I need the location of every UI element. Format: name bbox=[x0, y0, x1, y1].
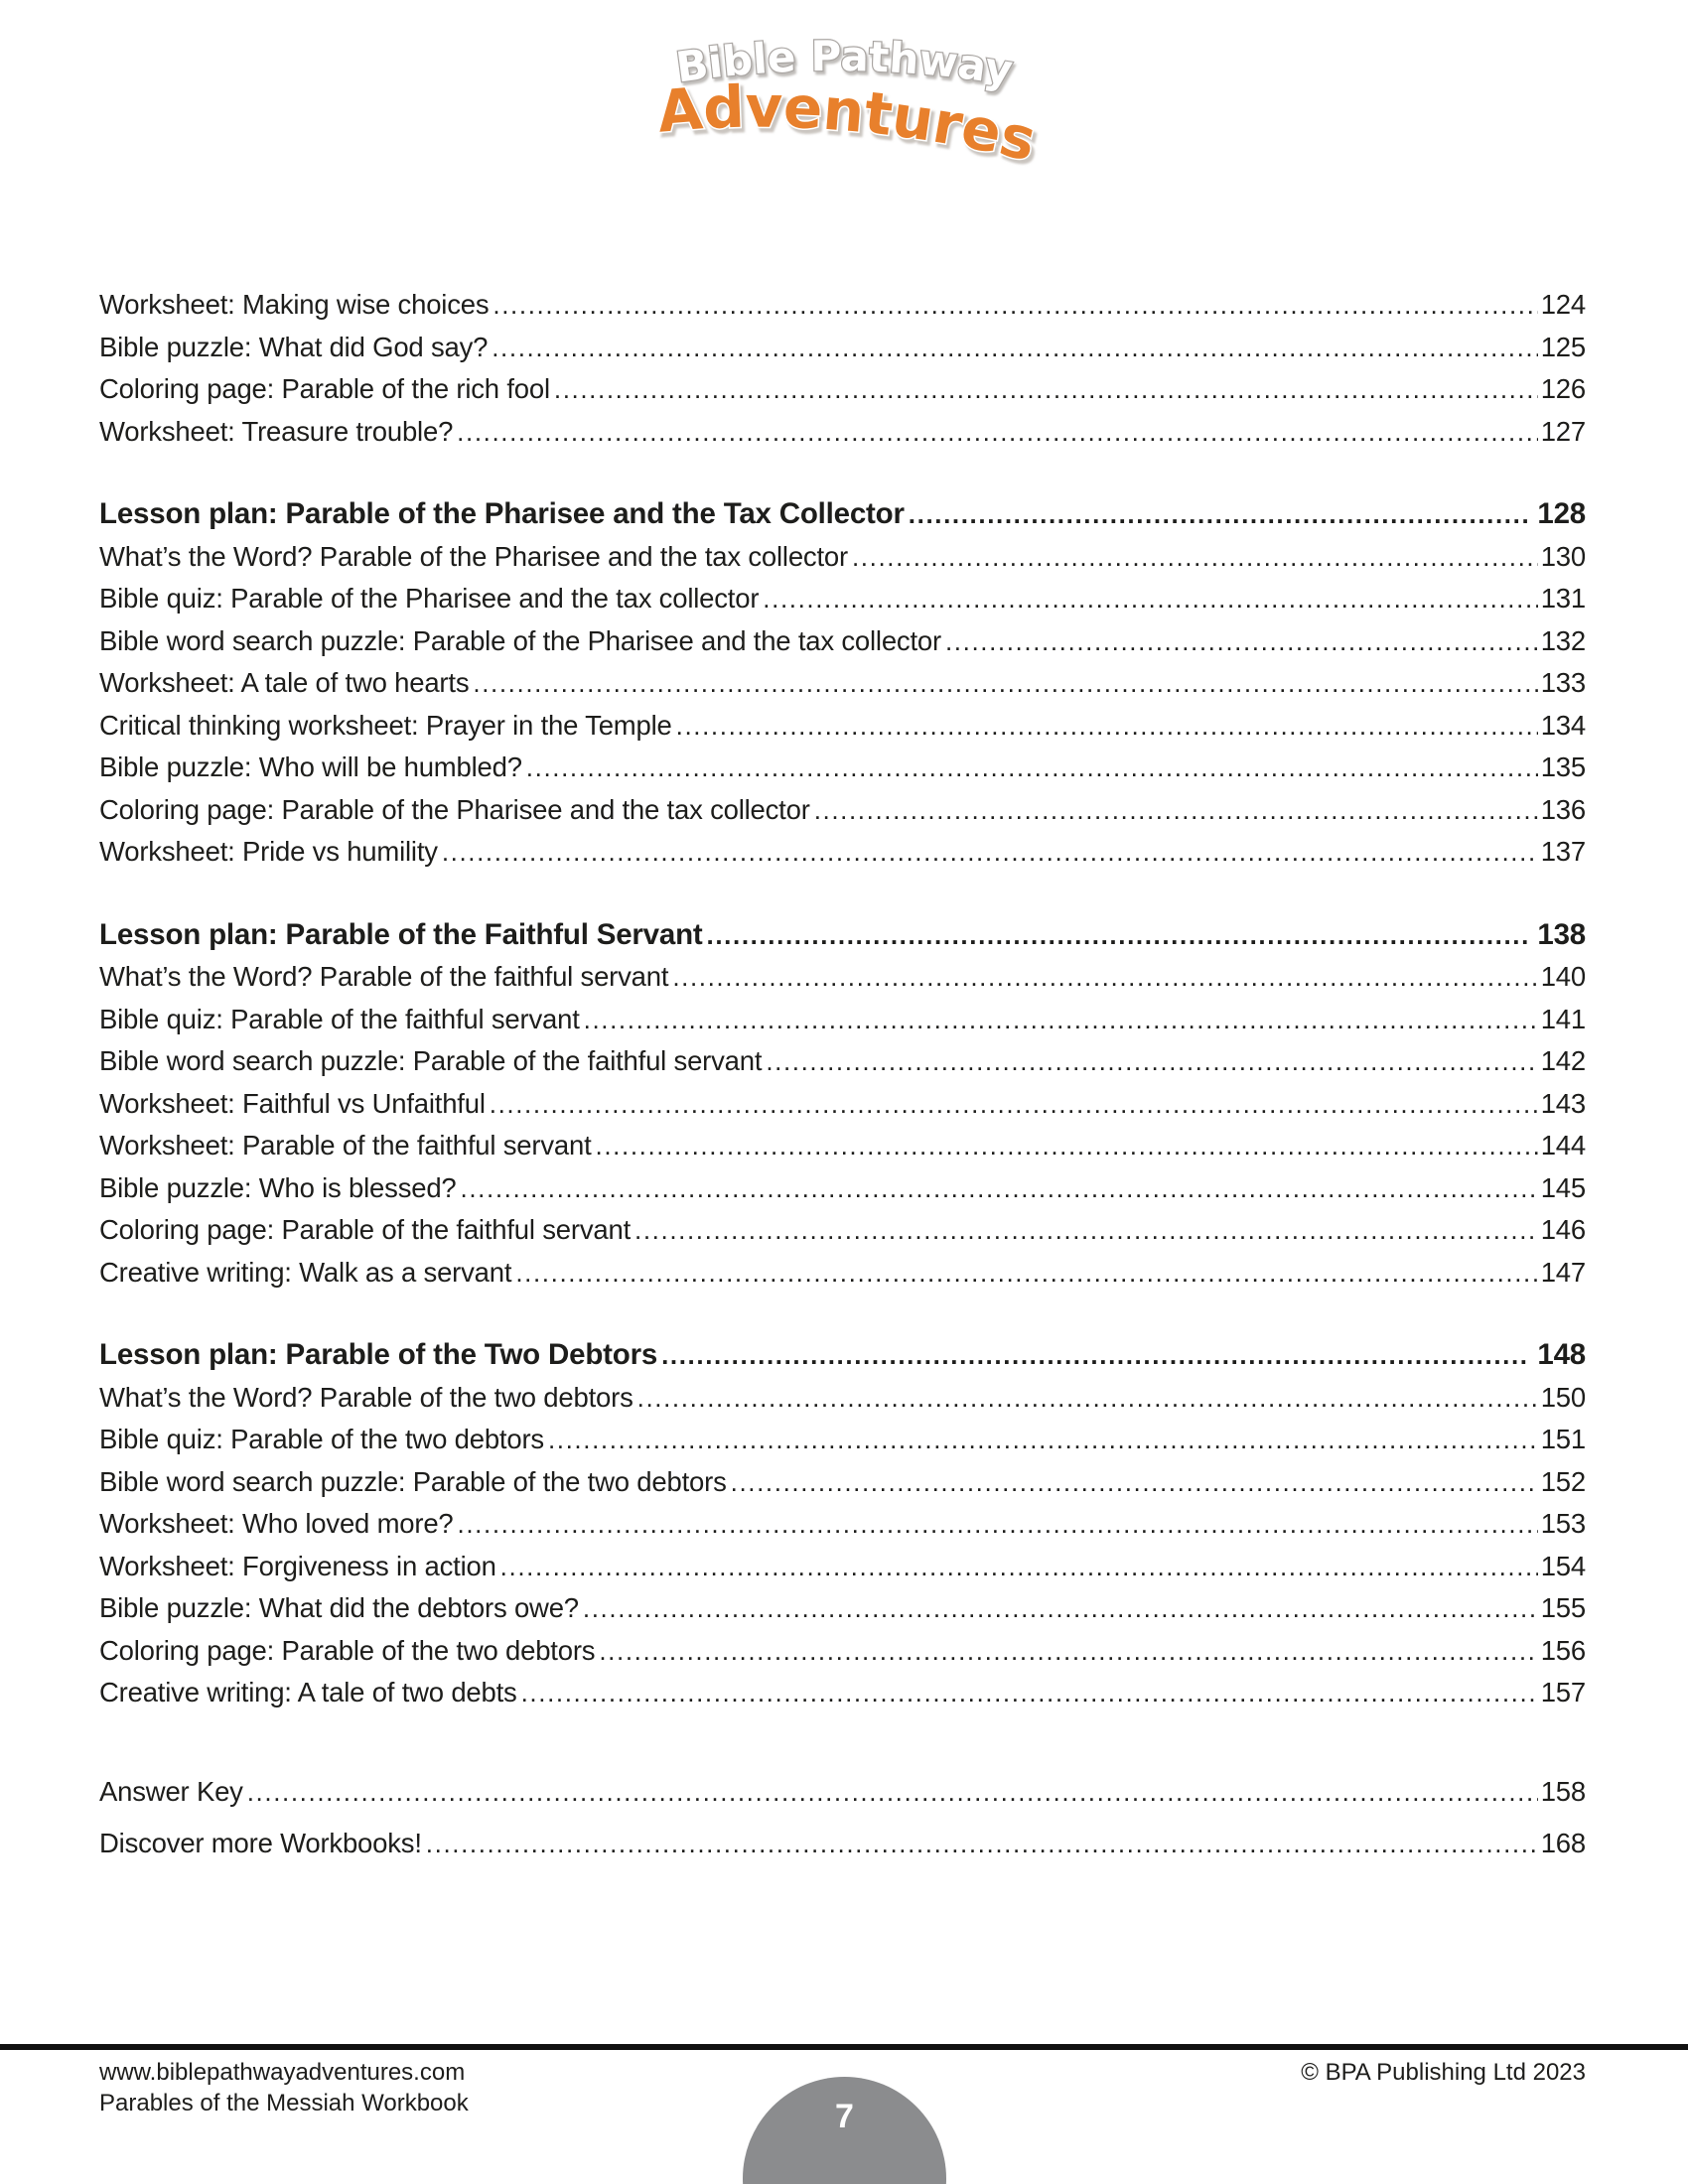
toc-section-header bbox=[99, 1334, 1586, 1377]
toc-entry-label: Worksheet: Who loved more? bbox=[99, 1508, 454, 1539]
toc-dot-leader bbox=[526, 747, 1538, 789]
toc-dot-leader bbox=[634, 1209, 1538, 1252]
toc-page-number: 153 bbox=[1540, 1508, 1586, 1539]
logo-line2-textpath: Adventures bbox=[654, 72, 1043, 175]
toc-entry bbox=[99, 284, 1586, 327]
toc-entry bbox=[99, 831, 1586, 874]
footer-left-block bbox=[99, 2057, 469, 2118]
toc-page-number: 141 bbox=[1540, 1003, 1586, 1034]
toc-entry bbox=[99, 1823, 1586, 1865]
toc-entry-label: Answer Key bbox=[99, 1775, 243, 1807]
toc-page-number: 148 bbox=[1537, 1338, 1586, 1371]
toc-page-number: 134 bbox=[1540, 709, 1586, 741]
toc-page-number: 136 bbox=[1540, 793, 1586, 825]
toc-section-header-label: Lesson plan: Parable of the Two Debtors bbox=[99, 1338, 658, 1371]
toc-entry-label: What’s the Word? Parable of the faithful servant bbox=[99, 961, 669, 992]
toc-entry bbox=[99, 1209, 1586, 1252]
toc-section bbox=[99, 914, 1586, 1295]
toc-dot-leader bbox=[852, 536, 1538, 579]
toc-entry bbox=[99, 1125, 1586, 1167]
toc-entry-label: What’s the Word? Parable of the Pharisee and the tax collector bbox=[99, 540, 848, 572]
toc-entry-label: Creative writing: Walk as a servant bbox=[99, 1256, 512, 1288]
toc-entry-label: Bible word search puzzle: Parable of the Pharisee and the tax collector bbox=[99, 624, 941, 656]
toc-page-number: 158 bbox=[1540, 1775, 1586, 1807]
toc-page-number: 145 bbox=[1540, 1171, 1586, 1203]
toc-dot-leader bbox=[596, 1125, 1538, 1167]
toc-page-number: 155 bbox=[1540, 1592, 1586, 1623]
toc-entry bbox=[99, 536, 1586, 579]
toc-page-number: 126 bbox=[1540, 373, 1586, 404]
toc-entry-label: Coloring page: Parable of the faithful servant bbox=[99, 1214, 632, 1245]
toc-entry-label: Discover more Workbooks! bbox=[99, 1828, 422, 1858]
toc-dot-leader bbox=[548, 1419, 1538, 1461]
toc-page-number: 124 bbox=[1540, 289, 1586, 320]
toc-dot-leader bbox=[521, 1672, 1538, 1714]
toc-section-header bbox=[99, 914, 1586, 957]
toc-entry bbox=[99, 1771, 1586, 1814]
toc-entry-label: Coloring page: Parable of the two debtors bbox=[99, 1634, 596, 1666]
toc-page-number: 144 bbox=[1540, 1130, 1586, 1160]
toc-dot-leader bbox=[672, 956, 1537, 999]
toc-entry-label: Bible puzzle: What did God say? bbox=[99, 331, 489, 362]
toc-entry-label: Bible puzzle: Who will be humbled? bbox=[99, 751, 522, 782]
toc-section bbox=[99, 284, 1586, 453]
toc-entry-label: Worksheet: Making wise choices bbox=[99, 289, 490, 320]
toc-page-number: 157 bbox=[1540, 1677, 1586, 1707]
toc-entry bbox=[99, 1461, 1586, 1504]
toc-page-number: 133 bbox=[1540, 667, 1586, 698]
toc-entry bbox=[99, 1377, 1586, 1420]
toc-page-number: 140 bbox=[1540, 961, 1586, 992]
toc-entry bbox=[99, 1672, 1586, 1714]
toc-entry-label: Critical thinking worksheet: Prayer in the Temple bbox=[99, 709, 672, 741]
footer-workbook-title: Parables of the Messiah Workbook bbox=[99, 2090, 469, 2116]
toc-dot-leader bbox=[661, 1334, 1527, 1377]
footer-website: www.biblepathwayadventures.com bbox=[99, 2059, 466, 2086]
toc-entry-label: Worksheet: Treasure trouble? bbox=[99, 415, 454, 447]
toc-page-number: 151 bbox=[1540, 1424, 1586, 1454]
toc-section bbox=[99, 1334, 1586, 1714]
bible-pathway-adventures-logo bbox=[556, 14, 1132, 183]
toc-entry-label: Worksheet: Faithful vs Unfaithful bbox=[99, 1087, 486, 1119]
toc-entry bbox=[99, 1040, 1586, 1083]
toc-dot-leader bbox=[490, 1083, 1538, 1126]
toc-entry-label: Bible quiz: Parable of the two debtors bbox=[99, 1424, 544, 1454]
toc-dot-leader bbox=[909, 493, 1528, 536]
page-number: 7 bbox=[835, 2098, 854, 2135]
toc-page-number: 125 bbox=[1540, 331, 1586, 362]
toc-entry-label: Worksheet: A tale of two hearts bbox=[99, 667, 470, 698]
toc-entry-label: Worksheet: Forgiveness in action bbox=[99, 1550, 496, 1581]
toc-section-header-label: Lesson plan: Parable of the Faithful Servant bbox=[99, 917, 703, 951]
table-of-contents bbox=[99, 284, 1586, 1865]
toc-section-header-label: Lesson plan: Parable of the Pharisee and the Tax Collector bbox=[99, 497, 905, 530]
toc-page-number: 152 bbox=[1540, 1465, 1586, 1497]
toc-page-number: 168 bbox=[1540, 1828, 1586, 1858]
toc-entry-label: Bible quiz: Parable of the faithful servant bbox=[99, 1003, 580, 1034]
toc-entry bbox=[99, 411, 1586, 454]
toc-dot-leader bbox=[945, 620, 1538, 663]
toc-entry bbox=[99, 368, 1586, 411]
toc-page-number: 130 bbox=[1540, 540, 1586, 572]
toc-entry bbox=[99, 999, 1586, 1041]
toc-entry bbox=[99, 1503, 1586, 1546]
toc-page-number: 150 bbox=[1540, 1381, 1586, 1413]
toc-entry bbox=[99, 578, 1586, 620]
toc-page-number: 132 bbox=[1540, 624, 1586, 656]
toc-entry-label: Bible puzzle: What did the debtors owe? bbox=[99, 1592, 579, 1623]
toc-page-number: 128 bbox=[1537, 497, 1586, 530]
toc-entry bbox=[99, 956, 1586, 999]
toc-dot-leader bbox=[492, 284, 1537, 327]
toc-dot-leader bbox=[247, 1771, 1538, 1814]
toc-dot-leader bbox=[458, 1503, 1538, 1546]
toc-entry-label: Bible quiz: Parable of the Pharisee and the tax collector bbox=[99, 583, 760, 614]
toc-dot-leader bbox=[707, 914, 1528, 957]
toc-dot-leader bbox=[515, 1252, 1537, 1295]
toc-dot-leader bbox=[473, 662, 1537, 705]
toc-page-number: 138 bbox=[1537, 917, 1586, 951]
toc-dot-leader bbox=[731, 1461, 1538, 1504]
toc-dot-leader bbox=[461, 1167, 1538, 1210]
toc-entry bbox=[99, 1083, 1586, 1126]
toc-entry bbox=[99, 705, 1586, 748]
toc-section-header bbox=[99, 493, 1586, 536]
toc-entry-label: Bible puzzle: Who is blessed? bbox=[99, 1171, 457, 1203]
page-number-circle bbox=[743, 2077, 946, 2184]
toc-page-number: 146 bbox=[1540, 1214, 1586, 1245]
toc-entry bbox=[99, 327, 1586, 369]
logo-graphic bbox=[556, 14, 1132, 183]
toc-dot-leader bbox=[492, 327, 1537, 369]
toc-page-number: 142 bbox=[1540, 1045, 1586, 1076]
toc-entry bbox=[99, 1587, 1586, 1630]
toc-entry-label: What’s the Word? Parable of the two debtors bbox=[99, 1381, 633, 1413]
toc-dot-leader bbox=[676, 705, 1538, 748]
toc-section bbox=[99, 493, 1586, 874]
toc-entry-label: Worksheet: Pride vs humility bbox=[99, 836, 438, 867]
toc-dot-leader bbox=[637, 1377, 1538, 1420]
toc-page-number: 127 bbox=[1540, 415, 1586, 447]
toc-dot-leader bbox=[814, 789, 1538, 832]
toc-dot-leader bbox=[442, 831, 1538, 874]
toc-entry-label: Coloring page: Parable of the rich fool bbox=[99, 373, 550, 404]
toc-entry bbox=[99, 620, 1586, 663]
toc-dot-leader bbox=[500, 1546, 1538, 1588]
toc-entry bbox=[99, 662, 1586, 705]
toc-page-number: 154 bbox=[1540, 1550, 1586, 1581]
toc-page-number: 131 bbox=[1540, 583, 1586, 614]
toc-dot-leader bbox=[599, 1630, 1537, 1673]
toc-entry bbox=[99, 789, 1586, 832]
toc-page-number: 147 bbox=[1540, 1256, 1586, 1288]
footer-divider-rule bbox=[0, 2044, 1688, 2050]
toc-dot-leader bbox=[457, 411, 1538, 454]
toc-page-number: 135 bbox=[1540, 751, 1586, 782]
toc-page-number: 143 bbox=[1540, 1087, 1586, 1119]
toc-dot-leader bbox=[554, 368, 1538, 411]
toc-entry bbox=[99, 1419, 1586, 1461]
toc-entry bbox=[99, 1252, 1586, 1295]
toc-entry-label: Bible word search puzzle: Parable of the two debtors bbox=[99, 1465, 727, 1497]
footer-copyright: © BPA Publishing Ltd 2023 bbox=[1301, 2059, 1586, 2086]
toc-dot-leader bbox=[766, 1040, 1537, 1083]
toc-dot-leader bbox=[763, 578, 1537, 620]
toc-dot-leader bbox=[583, 1587, 1538, 1630]
toc-entry-label: Coloring page: Parable of the Pharisee and the tax collector bbox=[99, 793, 810, 825]
toc-entry-label: Worksheet: Parable of the faithful servant bbox=[99, 1130, 592, 1160]
toc-entry-label: Creative writing: A tale of two debts bbox=[99, 1677, 517, 1707]
toc-entry bbox=[99, 1167, 1586, 1210]
toc-dot-leader bbox=[426, 1823, 1538, 1865]
toc-page-number: 137 bbox=[1540, 836, 1586, 867]
toc-page-number: 156 bbox=[1540, 1634, 1586, 1666]
toc-entry bbox=[99, 1546, 1586, 1588]
logo-line1-textpath: Bible Pathway bbox=[672, 31, 1016, 95]
toc-dot-leader bbox=[584, 999, 1538, 1041]
toc-entry bbox=[99, 1630, 1586, 1673]
toc-entry-label: Bible word search puzzle: Parable of the faithful servant bbox=[99, 1045, 763, 1076]
toc-entry bbox=[99, 747, 1586, 789]
